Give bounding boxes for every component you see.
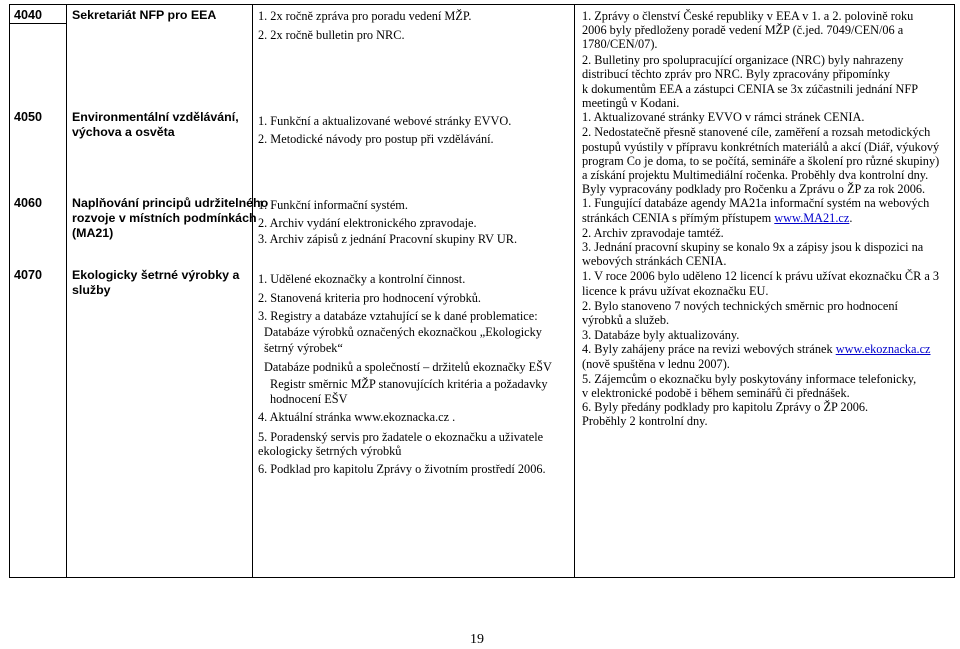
row-title-4050: výchova a osvěta xyxy=(72,125,175,139)
result-line: 1. Aktualizované stránky EVVO v rámci stránek CENIA. xyxy=(582,110,865,124)
activity-line: 2. 2x ročně bulletin pro NRC. xyxy=(258,28,405,42)
activity-line: 5. Poradenský servis pro žadatele o ekoznačku a uživatele xyxy=(258,430,544,444)
activity-line: 6. Podklad pro kapitolu Zprávy o životním prostředí 2006. xyxy=(258,462,546,476)
row-code-4060: 4060 xyxy=(14,196,43,210)
result-line: 2006 byly předloženy poradě vedení MŽP (č.jed. 7049/CEN/06 a xyxy=(582,23,904,37)
result-line: 1. V roce 2006 bylo uděleno 12 licencí k právu užívat ekoznačku ČR a 3 xyxy=(582,269,940,283)
result-line: 2. Archiv zpravodaje tamtéž. xyxy=(582,226,724,240)
result-line: 5. Zájemcům o ekoznačku byly poskytovány informace telefonicky, xyxy=(582,372,917,386)
activity-line: 2. Archiv vydání elektronického zpravodaje. xyxy=(258,216,477,230)
activity-line: 1. Funkční informační systém. xyxy=(258,198,408,212)
row-code-4070: 4070 xyxy=(14,268,43,282)
activity-line: 1. Funkční a aktualizované webové stránky EVVO. xyxy=(258,114,512,128)
result-line: licence k právu užívat ekoznačku EU. xyxy=(582,284,769,298)
result-text: stránkách CENIA s přímým přístupem xyxy=(582,211,775,225)
row-divider xyxy=(9,23,66,24)
row-title-4060: rozvoje v místních podmínkách xyxy=(72,211,257,225)
result-line: 1. Zprávy o členství České republiky v EEA v 1. a 2. polovině roku xyxy=(582,9,914,23)
result-line xyxy=(582,342,931,357)
row-title-4050: Environmentální vzdělávání, xyxy=(72,110,239,124)
result-line: 1780/CEN/07). xyxy=(582,37,658,51)
activity-line: 2. Metodické návody pro postup při vzdělávání. xyxy=(258,132,494,146)
result-line: 3. Jednání pracovní skupiny se konalo 9x a zápisy jsou k dispozici na xyxy=(582,240,924,254)
result-line: v elektronické podobě i během seminářů či přednášek. xyxy=(582,386,850,400)
result-line: 2. Bulletiny pro spolupracující organizace (NRC) byly nahrazeny xyxy=(582,53,904,67)
column-divider xyxy=(574,4,575,578)
activity-subitem: Databáze výrobků označených ekoznačkou „Ekologicky xyxy=(264,325,542,339)
activity-subitem: šetrný výrobek“ xyxy=(264,341,343,355)
result-text: 4. Byly zahájeny práce na revizi webových stránek xyxy=(582,342,836,356)
result-line: 3. Databáze byly aktualizovány. xyxy=(582,328,740,342)
activity-line: 1. 2x ročně zpráva pro poradu vedení MŽP. xyxy=(258,9,472,23)
result-line: postupů vyústily v přípravu konkrétních materiálů a akcí (Diář, výukový xyxy=(582,140,940,154)
column-divider xyxy=(66,4,67,578)
activity-subitem: Registr směrnic MŽP stanovujících kritéria a požadavky xyxy=(270,377,548,391)
ekoznacka-link[interactable]: www.ekoznacka.cz xyxy=(835,342,931,356)
result-line: meetingů v Kodani. xyxy=(582,96,680,110)
ma21-link[interactable]: www.MA21.cz xyxy=(774,211,850,225)
row-title-4070: služby xyxy=(72,283,111,297)
row-title-4060: (MA21) xyxy=(72,226,114,240)
activity-subitem: Databáze podniků a společností – držitelů ekoznačky EŠV xyxy=(264,360,552,374)
row-code-4040: 4040 xyxy=(14,8,43,22)
result-line: 6. Byly předány podklady pro kapitolu Zprávy o ŽP 2006. xyxy=(582,400,869,414)
row-title-4040: Sekretariát NFP pro EEA xyxy=(72,8,217,22)
activity-line: ekologicky šetrných výrobků xyxy=(258,444,402,458)
activity-line: 1. Udělené ekoznačky a kontrolní činnost. xyxy=(258,272,466,286)
activity-subitem: hodnocení EŠV xyxy=(270,392,348,406)
activity-line: 4. Aktuální stránka www.ekoznacka.cz . xyxy=(258,410,456,424)
activity-line: 2. Stanovená kriteria pro hodnocení výrobků. xyxy=(258,291,481,305)
result-line: Proběhly 2 kontrolní dny. xyxy=(582,414,708,428)
page-number: 19 xyxy=(470,632,484,647)
result-line: výrobků a služeb. xyxy=(582,313,670,327)
result-line: distribucí těchto zpráv pro NRC. Byly zpracovány připomínky xyxy=(582,67,891,81)
row-code-4050: 4050 xyxy=(14,110,43,124)
activity-line: 3. Archiv zápisů z jednání Pracovní skupiny RV UR. xyxy=(258,232,518,246)
result-line: (nově spuštěna v lednu 2007). xyxy=(582,357,730,371)
row-title-4060: Naplňování principů udržitelného xyxy=(72,196,269,210)
result-line: webových stránkách CENIA. xyxy=(582,254,727,268)
result-text: . xyxy=(849,211,853,225)
result-line: k dokumentům EEA a zástupci CENIA se 3x zúčastnili jednání NFP xyxy=(582,82,919,96)
column-divider xyxy=(252,4,253,578)
activity-line: 3. Registry a databáze vztahující se k dané problematice: xyxy=(258,309,538,323)
result-line xyxy=(582,211,852,226)
result-line: Byly vypracovány podklady pro Ročenku a Zprávu o ŽP za rok 2006. xyxy=(582,182,926,196)
result-line: program Co je doma, to se počítá, semináře a školení pro různé skupiny) xyxy=(582,154,940,168)
row-title-4070: Ekologicky šetrné výrobky a xyxy=(72,268,240,282)
result-line: a získání projektu Multimediální ročenka. Proběhly dva kontrolní dny. xyxy=(582,168,929,182)
result-line: 1. Fungující databáze agendy MA21a informační systém na webových xyxy=(582,196,930,210)
result-line: 2. Bylo stanoveno 7 nových technických směrnic pro hodnocení xyxy=(582,299,898,313)
result-line: 2. Nedostatečně přesně stanovené cíle, zaměření a rozsah metodických xyxy=(582,125,931,139)
